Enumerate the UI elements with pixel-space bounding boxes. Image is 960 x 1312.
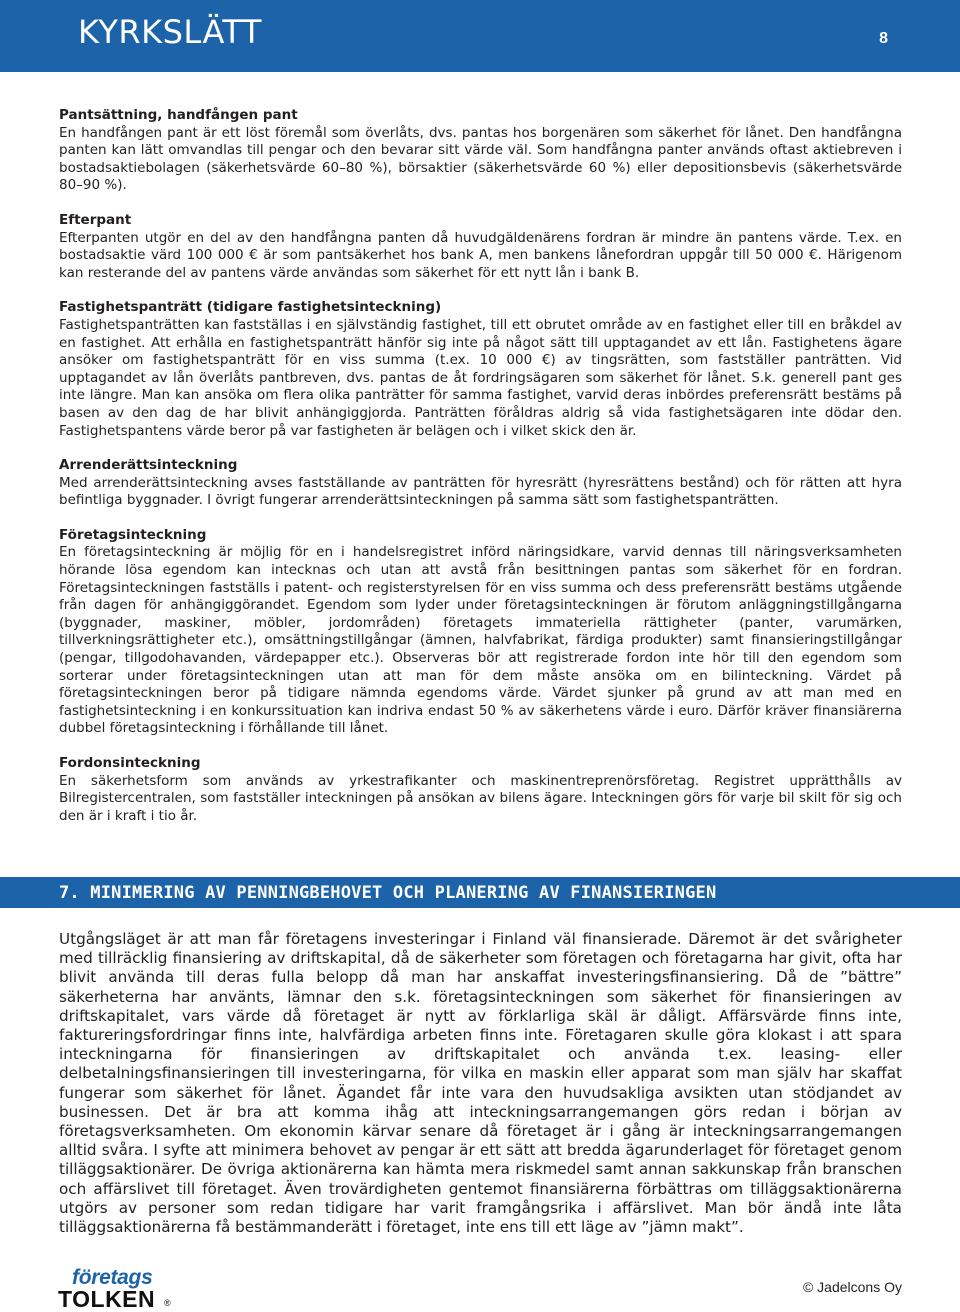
registered-mark: ® [164,1298,171,1308]
section-arrenderattsinteckning [59,457,902,510]
section-foretagsinteckning [59,527,902,738]
section-text: Med arrenderättsinteckning avses fastställande av panträtten för hyresrätt (hyresrättens bestånd) och för rätten att hyra befintliga byggnader. I övrigt fungerar arrenderättsinteckningen på samma sätt som fastighetspanträtten. [59,474,902,509]
logo-top-text: företags [72,1266,153,1289]
section-heading: Pantsättning, handfången pant [59,107,298,123]
section-heading: Arrenderättsinteckning [59,457,238,474]
section-fordonsinteckning [59,755,902,825]
copyright-notice: © Jadelcons Oy [802,1279,902,1295]
section-text: En företagsinteckning är möjlig för en i handelsregistret införd näringsidkare, varvid dennas till näringsverksamheten hörande lösa egendom kan intecknas och utan att avstå från besittningen pantas som säkerhet för en fordran. Företagsinteckningen fastställs i patent- och registerstyrelsen för en viss summa och dess preferensrätt bestäms utgående från dagen för anhängiggörandet. Egendom som lyder under företagsinteckningen är förutom anläggningstillgångarna (byggnader, maskiner, möbler, jordområden) företagets immateriella rättigheter (panter, varumärken, tillverkningsrättigheter etc.), omsättningstillgångar (ämnen, halvfabrikat, färdiga produkter) samt finansieringstillgångar (pengar, tillgodohavanden, värdepapper etc.). Observeras bör att registrerade fordon inte hör till den egendom som sorterar under företagsinteckningen utan att man för dem måste ansöka om en bilinteckning. Värdet på företagsinteckningen beror på tidigare nämnda egendoms värde. Värdet sjunker på grund av att man med en fastighetsinteckning i en konkurssituation kan indriva endast 50 % av säkerhetens värde i euro. Därför kräver finansiärerna dubbel företagsinteckning i förhållande till lånet. [59,544,902,737]
section-efterpant [59,212,902,282]
section-heading: Företagsinteckning [59,526,207,543]
header-title: KYRKSLÄTT [78,13,262,51]
section-text: Efterpanten utgör en del av den handfångna panten då huvudgäldenärens fordran är mindre än pantens värde. T.ex. en bostadsaktie värd 100 000 € är som pantsäkerhet hos bank A, men bankens lånefordran uppgår till 50 000 €. Härigenom kan resterande del av pantens värde användas som säkerhet för ett nytt lån i bank B. [59,229,902,281]
chapter-banner [0,877,960,908]
section-heading: Fastighetspanträtt (tidigare fastighetsinteckning) [59,299,442,316]
section-fastighetspantratt [59,299,902,440]
section-text: En säkerhetsform som används av yrkestrafikanter och maskinentreprenörsföretag. Registret upprätthålls av Bilregistercentralen, som fastställer inteckningen på ansökan av bilens ägare. Inteckningen görs för varje bil skilt för sig och den är i kraft i tio år. [59,772,902,824]
logo-bottom-text: TOLKEN [58,1286,156,1312]
section-heading: Fordonsinteckning [59,755,201,771]
section-text: Fastighetspanträtten kan fastställas i en självständig fastighet, till ett obrutet område av en fastighet eller till en bråkdel av en fastighet. Att erhålla en fastighetspanträtt hänför sig inte på något sätt till upptagandet av ett lån. Fastighetens ägare ansöker om fastighetspanträtt för en viss summa (t.ex. 10 000 €) av tingsrätten, som fastställer panträtten. Vid upptagandet av lån överlåts pantbreven, dvs. pantas de åt fordringsägaren som säkerhet för lånet. S.k. generell pant ges inte längre. Man kan ansöka om flera olika panträtter för samma fastighet, varvid deras inbördes preferensrätt bestäms på basen av den dag de har blivit anhängiggjorda. Panträtten föråldras aldrig så vida fastighetsägaren inte dödar den. Fastighetspantens värde beror på var fastigheten är belägen och i vilket skick den är. [59,316,902,439]
page-header [0,0,960,72]
section-text: En handfången pant är ett löst föremål som överlåts, dvs. pantas hos borgenären som säkerhet för lånet. Den handfångna panten kan lätt omvandlas till pengar och den bevarar sitt värde väl. Som handfångna panter används oftast aktiebreven i bostadsaktiebolagen (säkerhetsvärde 60–80 %), börsaktier (säkerhetsvärde 60 %) eller depositionsbevis (säkerhetsvärde 80–90 %). [59,124,902,194]
section-heading: Efterpant [59,211,132,228]
foretagstolken-logo [58,1266,178,1312]
section-pantsattning [59,107,902,195]
chapter-body-text: Utgångsläget är att man får företagens investeringar i Finland väl finansierade. Däremot är det svårigheter med tillräcklig finansiering av driftskapital, då de säkerheter som företagen och företagarna har givit, ofta har blivit använda till deras fulla belopp då man har anskaffat investeringsfinansiering. Då de ”bättre” säkerheterna har använts, lämnar den s.k. företagsinteckningen som säkerhet för finansieringen av driftskapitalet, vars värde då företaget är nytt av förklarliga skäl är dåligt. Affärsvärde finns inte, faktureringsfordringar finns inte, halvfärdiga arbeten finns inte. Företagaren skulle göra klokast i att spara inteckningarna för finansieringen av driftskapitalet och använda t.ex. leasing- eller delbetalningsfinansieringen till investeringarna, för vilka en maskin eller apparat som man själv har skaffat fungerar som säkerhet för lånet. Ägandet får inte vara den huvudsakliga avsikten utan stödjandet av businessen. Det är bra att komma ihåg att inteckningsarrangemangen görs redan i början av företagsverksamheten. Om ekonomin kärvar senare då företaget är i gång är inteckningsarrangemangen alltid svåra. I syfte att minimera behovet av pengar är ett sätt att bredda ägarunderlaget för företaget genom tilläggsaktionärer. De övriga aktionärerna kan hämta mera riskmedel samt annan sakkunskap från branschen och affärslivet till företaget. Även trovärdigheten gentemot finansiärerna förbättras om tilläggsaktionärerna utgörs av personer som redan tidigare har varit framgångsrika i affärslivet. Man bör ändå inte låta tilläggsaktionärerna få bestämmanderätt i företaget, inte ens till ett läge av ”jämn makt”. [59,930,902,1237]
document-content [59,107,902,842]
chapter-title: 7. MINIMERING AV PENNINGBEHOVET OCH PLANERING AV FINANSIERINGEN [59,883,717,903]
page-number: 8 [879,30,888,47]
